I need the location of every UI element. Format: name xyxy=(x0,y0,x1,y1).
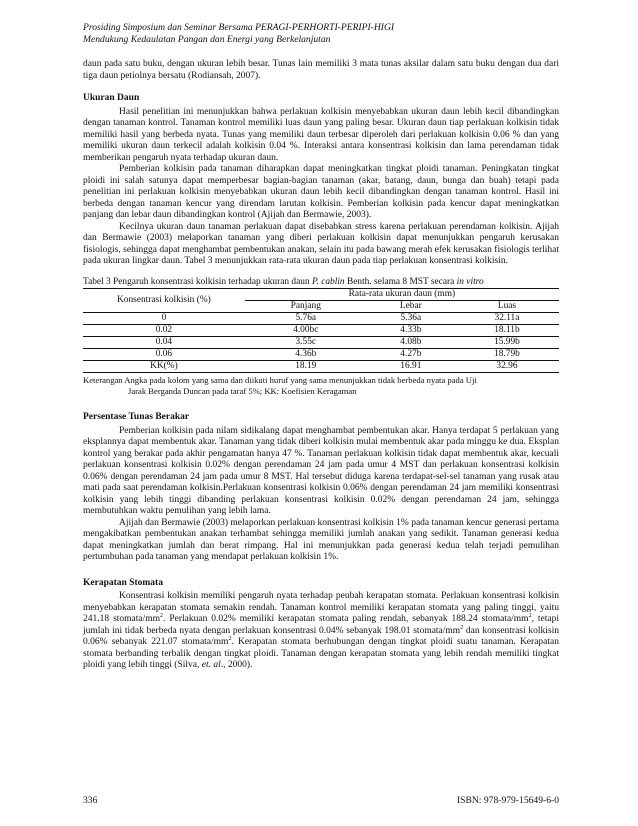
superscript: 2 xyxy=(528,612,532,619)
body-text xyxy=(83,59,559,672)
intro-paragraph: daun pada satu buku, dengan ukuran lebih besar. Tunas lain memiliki 3 mata tunas aksilar dalam satu buku dengan dua dari tiga daun petiolnya bersatu (Rodiansah, 2007). xyxy=(83,59,559,81)
cell-lebar: 16.91 xyxy=(367,361,455,373)
caption-text: Benth. selama 8 MST secara xyxy=(344,276,457,287)
cell-lebar: 4.27b xyxy=(367,349,455,361)
cell-panjang: 4.00bc xyxy=(245,325,367,337)
cell-panjang: 5.76a xyxy=(295,313,317,323)
cell-lebar: 4.08b xyxy=(367,337,455,349)
superscript: 2 xyxy=(160,612,164,619)
table-row xyxy=(83,325,559,337)
note-line: Keterangan Angka pada kolom yang sama dan diikuti huruf yang sama menunjukkan tidak berbeda nyata pada Uji xyxy=(83,375,477,385)
table-note xyxy=(83,375,559,396)
caption-invitro: in vitro xyxy=(456,276,484,287)
section-title-ukuran-daun: Ukuran Daun xyxy=(83,93,140,103)
cell-luas: 32.96 xyxy=(455,361,559,373)
text-run: . Perlakuan 0.02% memiliki kerapatan stomata paling rendah, sebanyak 188.24 stomata/mm xyxy=(163,614,529,624)
table-row xyxy=(83,313,559,325)
paragraph-stomata xyxy=(83,591,559,672)
cell-lebar: 5.36a xyxy=(400,313,422,323)
cell-conc: 0.02 xyxy=(83,325,245,337)
cell-conc: 0 xyxy=(161,313,167,323)
text-run: , tetapi jumlah ini tidak berbeda nyata dengan perlakuan konsentrasi 0.04% sebanyak 198.01 stomata/mm xyxy=(83,614,559,636)
page-number: 336 xyxy=(83,795,98,806)
paragraph: Pemberian kolkisin pada tanaman diharapkan dapat meningkatkan tingkat ploidi tanaman. Peningkatan tingkat ploidi ini salah satunya dapat memperbesar bagian-bagian tanaman (akar, batang, daun, bunga dan buah) tetapi pada penelitian ini perlakuan kolkisin menyebabkan ukuran daun lebih kecil dibandingkan dengan tanaman kontrol. Hasil ini berbeda dengan tanaman kencur yang direndam larutan kolkisin. Pemberian kolkisin pada kencur dapat meningkatkan panjang dan lebar daun dibandingkan kontrol (Ajijah dan Bermawie, 2003). xyxy=(83,164,559,220)
cell-luas: 15.99b xyxy=(455,337,559,349)
text-run: . Kerapatan stomata berhubungan dengan tingkat ploidi suatu tanaman. Kerapatan stomata berbanding terbalik dengan tingkat ploidi. Tanaman dengan kerapatan stomata yang lebih rendah memiliki tingkat ploidi yang lebih tinggi (Silva, xyxy=(83,637,559,670)
header-line-2: Mendukung Kedaulatan Pangan dan Energi yang Berkelanjutan xyxy=(83,34,331,45)
text-run: Konsentrasi kolkisin memiliki pengaruh nyata terhadap peubah kerapatan stomata. Perlakuan konsentrasi kolkisin menyebabkan kerapatan stomata semakin rendah. Tanaman kontrol memiliki kerapatan stomata yang paling tinggi, yaitu 241.18 stomata/mm xyxy=(83,591,559,624)
data-table xyxy=(83,288,559,373)
running-header xyxy=(83,22,559,46)
cell-panjang: 18.19 xyxy=(245,361,367,373)
header-line-1: Prosiding Simposium dan Seminar Bersama PERAGI-PERHORTI-PERIPI-HIGI xyxy=(83,22,395,33)
text-run: ., 2000). xyxy=(220,660,253,670)
paragraph: Kecilnya ukuran daun tanaman perlakuan dapat disebabkan stress karena perlakuan perendaman kolkisin. Ajijah dan Bermawie (2003) melaporkan tanaman yang diberi perlakuan kolkisin dapat menunjukkan pengaruh kerusakan fisiologis, sehingga dapat menghambat pembentukan anakan, selain itu pada bawang merah efek kerusakan fisiologis terlihat pada ukuran lingkar daun. Tabel 3 menunjukkan rata-rata ukuran daun pada tiap perlakuan konsentrasi kolkisin. xyxy=(83,221,559,266)
table-row-kk xyxy=(83,361,559,373)
section-title-persentase: Persentase Tunas Berakar xyxy=(83,412,190,422)
cell-luas: 18.11b xyxy=(455,325,559,337)
table-row xyxy=(83,349,559,361)
cell-lebar: 4.33b xyxy=(367,325,455,337)
col-header-luas: Luas xyxy=(455,301,559,313)
cell-panjang: 3.55c xyxy=(245,337,367,349)
cell-conc: 0.06 xyxy=(83,349,245,361)
cell-conc: KK(%) xyxy=(83,361,245,373)
col-header-concentration: Konsentrasi kolkisin (%) xyxy=(83,289,245,313)
isbn: ISBN: 978-979-15649-6-0 xyxy=(456,795,559,806)
cell-panjang: 4.36b xyxy=(245,349,367,361)
cell-luas: 32.11a xyxy=(494,313,520,323)
paragraph: Ajijah dan Bermawie (2003) melaporkan perlakuan konsentrasi kolkisin 1% pada tanaman kencur generasi pertama mengakibatkan pembentukan anakan terhambat sehingga memiliki jumlah anakan yang sedikit. Tanaman generasi kedua dapat meningkatkan jumlah dan berat rimpang. Hal ini menunjukkan pada generasi kedua telah terjadi pemulihan pertumbuhan pada tanaman yang mendapat perlakuan kolkisin 1%. xyxy=(83,517,559,562)
cell-luas: 18.79b xyxy=(455,349,559,361)
cell-conc: 0.04 xyxy=(83,337,245,349)
section-title-kerapatan: Kerapatan Stomata xyxy=(83,577,163,588)
caption-species: P. cablin xyxy=(311,276,345,287)
page xyxy=(83,22,559,672)
caption-text: Tabel 3 Pengaruh konsentrasi kolkisin terhadap ukuran daun xyxy=(83,276,312,287)
col-header-panjang: Panjang xyxy=(245,301,367,313)
note-line: Jarak Berganda Duncan pada taraf 5%; KK: Koefisien Keragaman xyxy=(128,385,357,396)
superscript: 2 xyxy=(228,635,232,642)
paragraph: Pemberian kolkisin pada nilam sidikalang dapat menghambat pembentukan akar. Hanya terdapat 5 perlakuan yang eksplannya dapat membentuk akar. Tanaman yang tidak diberi kolkisin mulai membentuk akar pada minggu ke dua. Eksplan kontrol yang berakar pada akhir pengamatan hanya 47 %. Tanaman perlakuan kolkisin tidak dapat membentuk akar, kecuali perlakuan konsentrasi kolkisin 0.02% dengan perendaman 24 jam pada umur 4 MST dan perlakuan konsentrasi kolkisin 0.06% dengan perendaman 24 jam pada umur 8 MST. Hal tersebut diduga karena terdapat-sel-sel tanaman yang rusak atau mati pada saat perendaman kolkisin.Perlakuan konsentrasi kolkisin 0.06% dengan perendaman 24 jam memiliki konsentrasi kolkisin yang lebih tinggi dibanding perlakuan konsentrasi kolkisin 0.02% dengan perendaman 24 jam, sehingga membutuhkan waktu pemulihan yang lebih lama. xyxy=(83,425,559,516)
col-header-group: Rata-rata ukuran daun (mm) xyxy=(245,289,559,301)
table-caption xyxy=(83,277,559,289)
paragraph: Hasil penelitian ini menunjukkan bahwa perlakuan kolkisin menyebabkan ukuran daun lebih kecil dibandingkan dengan tanaman kontrol. Tanaman kontrol memiliki luas daun yang paling besar. Ukuran daun tiap perlakuan kolkisin tidak memiliki hasil yang berbeda nyata. Tunas yang memiliki daun terbesar diperoleh dari perlakuan kolkisin 0.06 % dan yang memiliki ukuran daun terkecil adalah kolkisin 0.04 %. Interaksi antara konsentrasi kolkisin dan lama perendaman tidak memberikan pengaruh nyata terhadap ukuran daun. xyxy=(83,106,559,163)
text-run-italic: et. al xyxy=(201,660,221,670)
table-row xyxy=(83,337,559,349)
text-run: dan konsentrasi kolkisin 0.06% sebanyak 221.07 stomata/mm xyxy=(83,625,559,647)
col-header-lebar: Lebar xyxy=(367,301,455,313)
superscript: 2 xyxy=(460,624,464,631)
